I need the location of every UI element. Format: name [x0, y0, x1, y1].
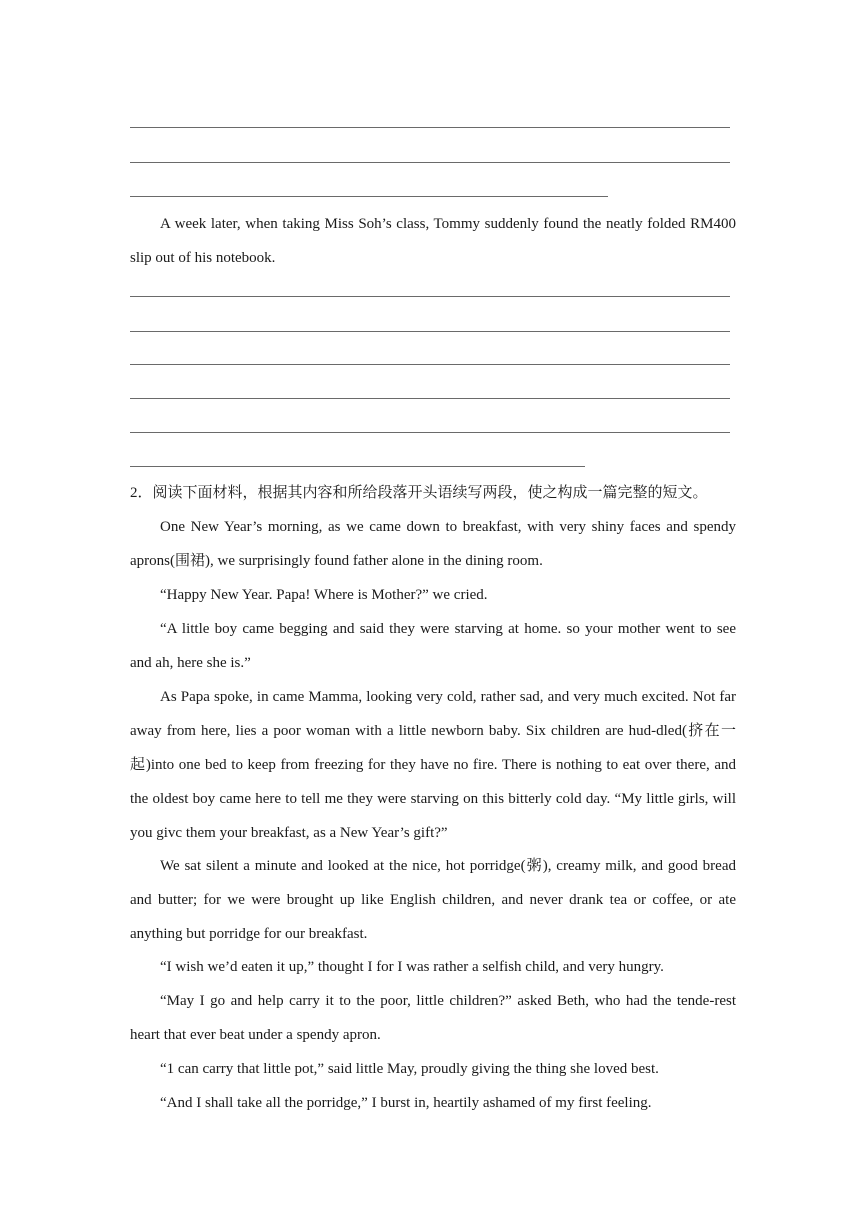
story-paragraph: “And I shall take all the porridge,” I burst in, heartily ashamed of my first feeling.: [160, 1095, 652, 1111]
story-paragraph: “I wish we’d eaten it up,” thought I for I was rather a selfish child, and very hungry.: [160, 959, 664, 975]
answer-line[interactable]: [130, 127, 730, 128]
answer-line[interactable]: [130, 162, 730, 163]
answer-line[interactable]: [130, 296, 730, 297]
answer-line[interactable]: [130, 364, 730, 365]
answer-line[interactable]: [130, 331, 730, 332]
answer-line[interactable]: [130, 398, 730, 399]
question-instruction: 2．阅读下面材料，根据其内容和所给段落开头语续写两段，使之构成一篇完整的短文。: [130, 485, 708, 501]
answer-line[interactable]: [130, 196, 608, 197]
story-paragraph: “1 can carry that little pot,” said little May, proudly giving the thing she loved best.: [160, 1061, 659, 1077]
story-paragraph: We sat silent a minute and looked at the nice, hot porridge(粥), creamy milk, and good bread and butter; for we were brought up like English children, and never drank tea or coffee, or ate anything but porridge for our breakfast.: [130, 858, 736, 942]
continuation-paragraph-start: A week later, when taking Miss Soh’s class, Tommy suddenly found the neatly folded RM400 slip out of his notebook.: [130, 216, 736, 266]
story-paragraph: “May I go and help carry it to the poor, little children?” asked Beth, who had the tende-rest heart that ever beat under a spendy apron.: [130, 993, 736, 1043]
story-paragraph: One New Year’s morning, as we came down to breakfast, with very shiny faces and spendy aprons(围裙), we surprisingly found father alone in the dining room.: [130, 519, 736, 569]
answer-line[interactable]: [130, 466, 585, 467]
story-paragraph: As Papa spoke, in came Mamma, looking very cold, rather sad, and very much excited. Not far away from here, lies a poor woman with a little newborn baby. Six children are hud-dled(挤在一起)into one bed to keep from freezing for they have no fire. There is nothing to eat over there, and the oldest boy came here to tell me they were starving on this bitterly cold day. “My little girls, will you givc them your breakfast, as a New Year’s gift?”: [130, 689, 736, 841]
story-paragraph: “Happy New Year. Papa! Where is Mother?” we cried.: [160, 587, 488, 603]
answer-line[interactable]: [130, 432, 730, 433]
story-paragraph: “A little boy came begging and said they were starving at home. so your mother went to see and ah, here she is.”: [130, 621, 736, 671]
